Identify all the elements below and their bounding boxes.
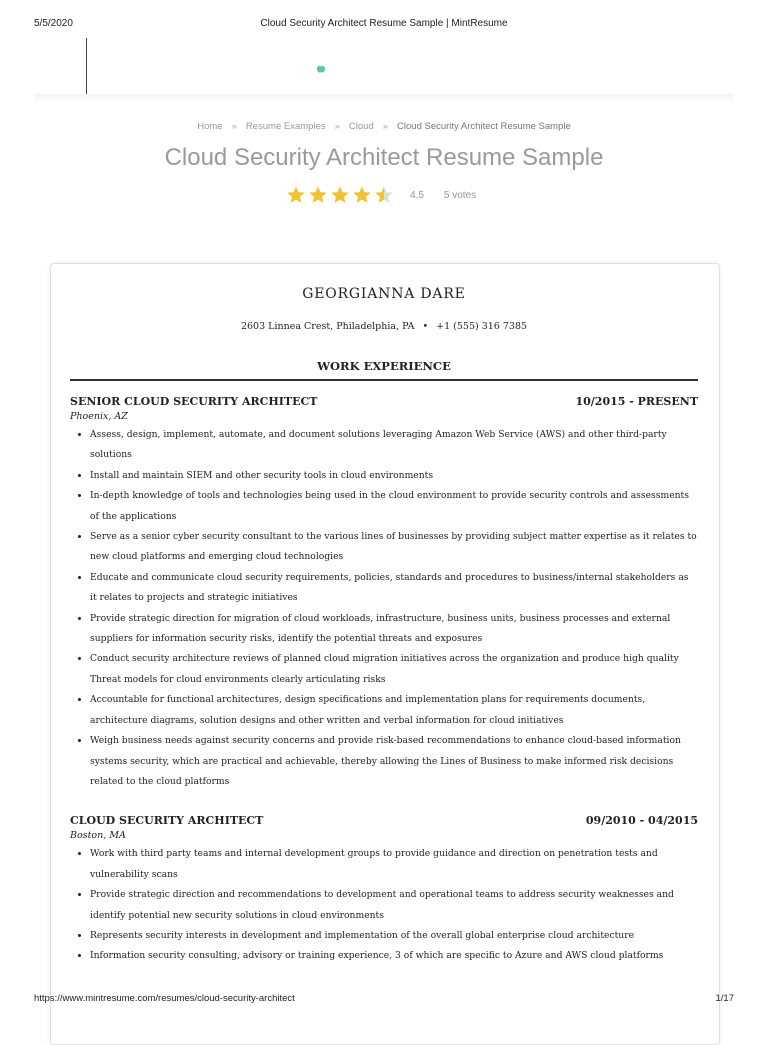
job-bullet: • Weigh business needs against security concerns and provide risk-based recommendations to enhance cloud-based information systems security, which are practical and achievable, thereby allowing the Lines of Business to make informed risk decisions related to the cloud platforms [90,731,698,792]
job-location: Boston, MA [70,830,126,842]
print-url: https://www.mintresume.com/resumes/cloud-security-architect [34,993,295,1004]
job-bullet: • Accountable for functional architectures, design specifications and implementation plans for requirements documents, architecture diagrams, solution designs and other written and verbal information for cloud initiatives [90,690,698,731]
job-location: Phoenix, AZ [70,411,128,422]
breadcrumb-current: Cloud Security Architect Resume Sample [397,121,571,132]
address: 2603 Linnea Crest, Philadelphia, PA [240,321,415,332]
star-half-icon[interactable] [374,185,394,205]
breadcrumb-home[interactable]: Home [197,121,223,132]
star-full-icon[interactable] [286,185,306,205]
job-bullet: • Assess, design, implement, automate, and document solutions leveraging Amazon Web Service (AWS) and other third-party solutions [90,425,698,466]
breadcrumb-separator: » [231,121,237,132]
section-title-work-experience: WORK EXPERIENCE [70,359,698,381]
rating-votes: 5 votes [443,189,477,201]
job-bullet: • Work with third party teams and internal development groups to provide guidance and direction on penetration tests and vulnerability scans [90,844,698,885]
site-header-shadow [34,94,734,102]
print-page-title: Cloud Security Architect Resume Sample | MintResume [260,18,508,29]
job-title: CLOUD SECURITY ARCHITECT [70,814,264,828]
breadcrumb-cloud[interactable]: Cloud [348,121,374,132]
contact-separator: • [422,321,429,332]
job-entry-1 [70,395,698,792]
job-bullet: • Educate and communicate cloud security requirements, policies, standards and procedures to business/internal stakeholders as it relates to projects and strategic initiatives [90,568,698,609]
star-full-icon[interactable] [308,185,328,205]
contact-line [70,321,698,332]
phone: +1 (555) 316 7385 [436,321,528,332]
print-date: 5/5/2020 [34,18,73,29]
job-dates: 10/2015 - PRESENT [575,395,698,408]
breadcrumb-separator: » [382,121,389,132]
rating [286,184,476,206]
job-bullet: • Serve as a senior cyber security consultant to the various lines of businesses by providing subject matter expertise as it relates to new cloud platforms and emerging cloud technologies [90,527,698,568]
job-bullet: • Install and maintain SIEM and other security tools in cloud environments [90,466,698,486]
star-full-icon[interactable] [352,185,372,205]
mintresume-logo-icon[interactable] [316,64,326,74]
job-title: SENIOR CLOUD SECURITY ARCHITECT [70,395,318,408]
job-bullet: • Represents security interests in development and implementation of the overall global enterprise cloud architecture [90,926,698,946]
resume-document [70,280,698,967]
job-entry-2 [70,814,698,966]
page-title: Cloud Security Architect Resume Sample [164,144,604,171]
job-bullet: • Provide strategic direction for migration of cloud workloads, infrastructure, business units, business processes and external suppliers for information security risks, identify the potential threats and exposures [90,609,698,650]
job-bullet: • In-depth knowledge of tools and technologies being used in the cloud environment to provide security controls and assessments of the applications [90,486,698,527]
job-bullet: • Conduct security architecture reviews of planned cloud migration initiatives across the organization and produce high quality Threat models for cloud environments clearly articulating risks [90,649,698,690]
rating-score: 4.5 [410,189,424,201]
job-bullet: • Provide strategic direction and recommendations to development and operational teams to address security weaknesses and identify potential new security solutions in cloud environments [90,885,698,926]
job-bullets [70,844,698,966]
star-full-icon[interactable] [330,185,350,205]
candidate-name: GEORGIANNA DARE [302,286,466,302]
job-dates: 09/2010 - 04/2015 [585,814,698,828]
rating-stars[interactable] [286,185,394,205]
breadcrumb-separator: » [334,121,340,132]
print-page-count: 1/17 [715,993,734,1004]
job-bullets [70,425,698,792]
breadcrumb [0,121,768,132]
breadcrumb-resume-examples[interactable]: Resume Examples [245,121,326,132]
header-divider [86,38,87,94]
job-bullet: • Information security consulting, advisory or training experience, 3 of which are specific to Azure and AWS cloud platforms [90,946,698,966]
